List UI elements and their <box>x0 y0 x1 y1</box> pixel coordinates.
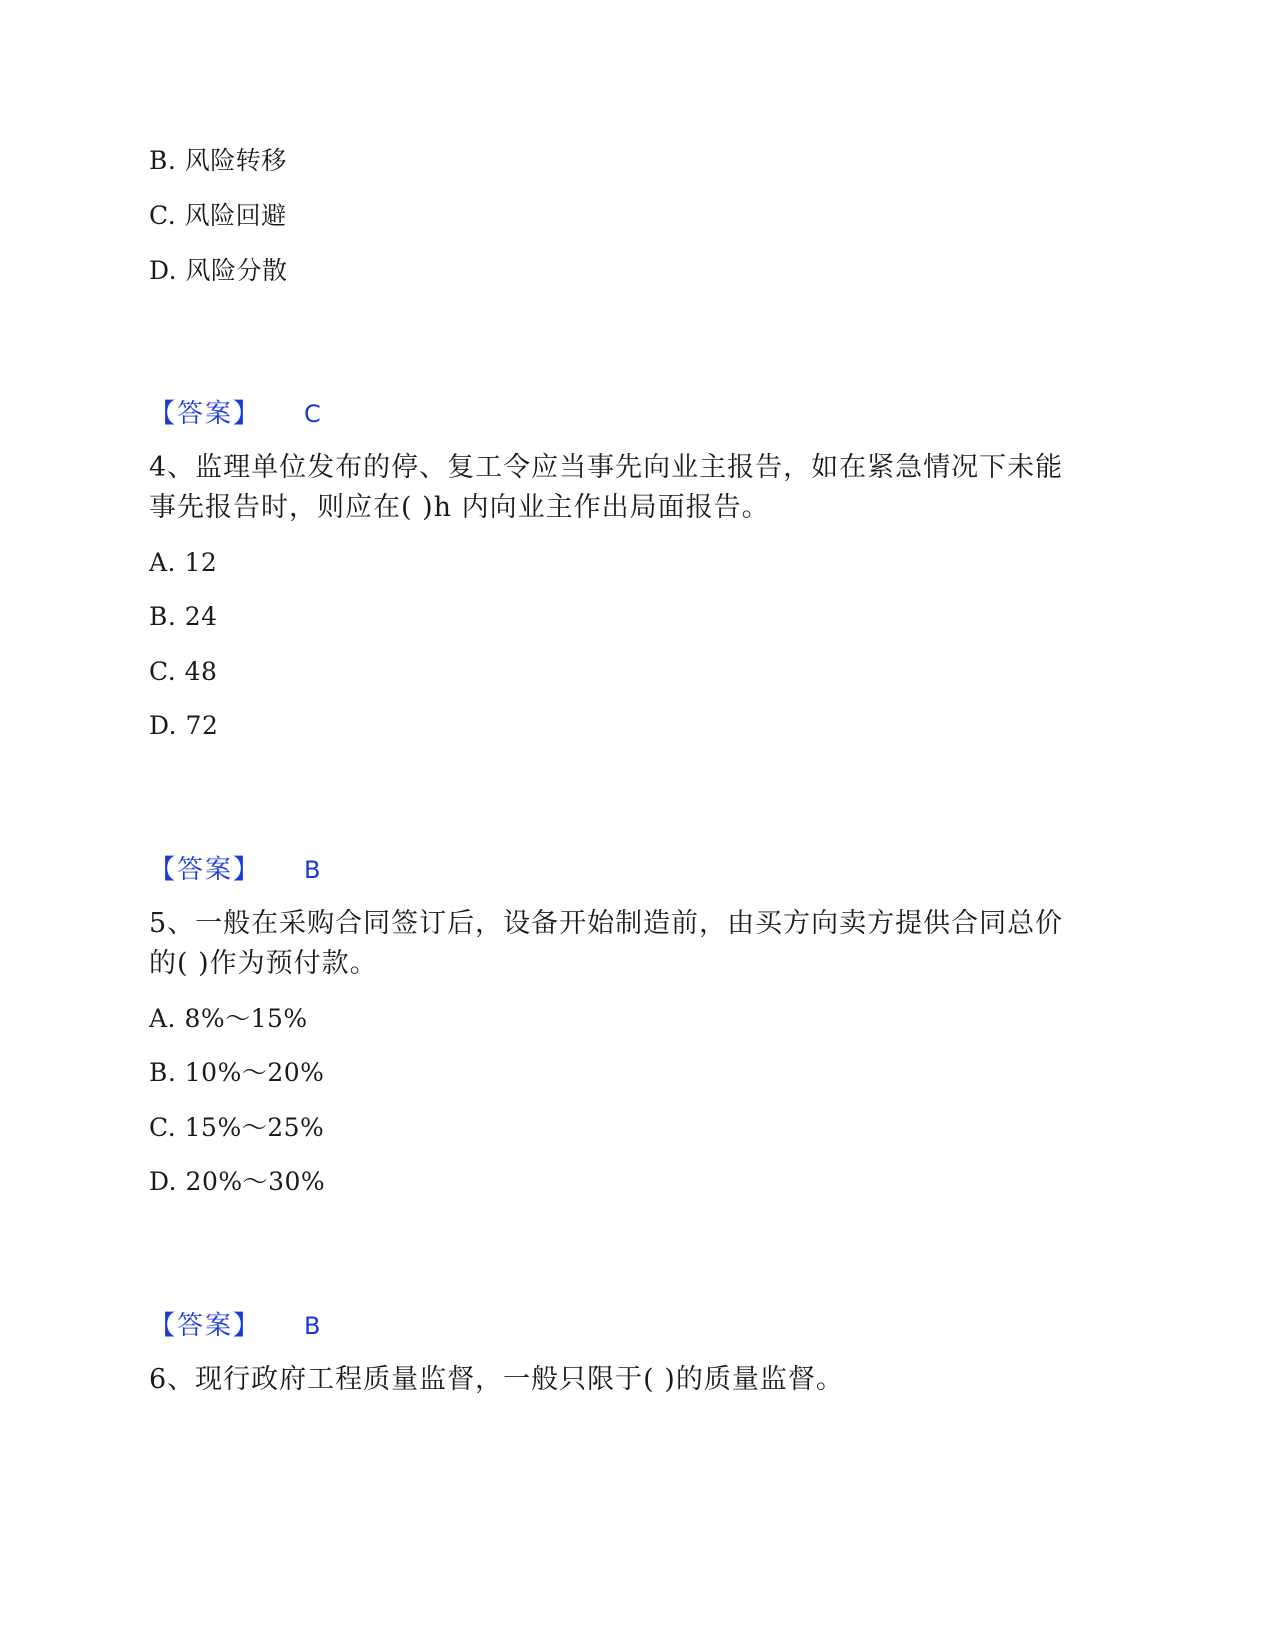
q3-option-c: C. 风险回避 <box>149 201 287 230</box>
q5-option-c: C. 15%～25% <box>149 1113 325 1142</box>
q3-answer-row <box>149 398 321 430</box>
q5-answer-label: 【答案】 <box>149 1311 262 1341</box>
q4-answer-value: B <box>304 856 321 884</box>
q5-option-a: A. 8%～15% <box>149 1004 308 1033</box>
q5-option-b: B. 10%～20% <box>149 1058 325 1087</box>
q4-option-c: C. 48 <box>149 657 218 686</box>
q5-answer-row <box>149 1310 320 1342</box>
q3-option-d: D. 风险分散 <box>149 256 288 285</box>
q3-answer-value: C <box>304 400 321 428</box>
q3-answer-label: 【答案】 <box>149 399 262 429</box>
q4-option-a: A. 12 <box>149 548 218 577</box>
q4-option-b: B. 24 <box>149 602 218 631</box>
q4-answer-row <box>149 854 320 886</box>
q5-question-line-1: 5、一般在采购合同签订后，设备开始制造前，由买方向卖方提供合同总价 <box>149 908 1064 939</box>
q4-answer-label: 【答案】 <box>149 855 262 885</box>
q6-question-line-1: 6、现行政府工程质量监督，一般只限于( )的质量监督。 <box>149 1364 844 1395</box>
q4-question-line-2: 事先报告时，则应在( )h 内向业主作出局面报告。 <box>149 492 770 523</box>
q5-question-line-2: 的( )作为预付款。 <box>149 948 378 979</box>
q5-answer-value: B <box>304 1312 321 1340</box>
q4-option-d: D. 72 <box>149 711 219 740</box>
q4-question-line-1: 4、监理单位发布的停、复工令应当事先向业主报告，如在紧急情况下未能 <box>149 452 1064 483</box>
q5-option-d: D. 20%～30% <box>149 1167 326 1196</box>
q3-option-b: B. 风险转移 <box>149 146 287 175</box>
